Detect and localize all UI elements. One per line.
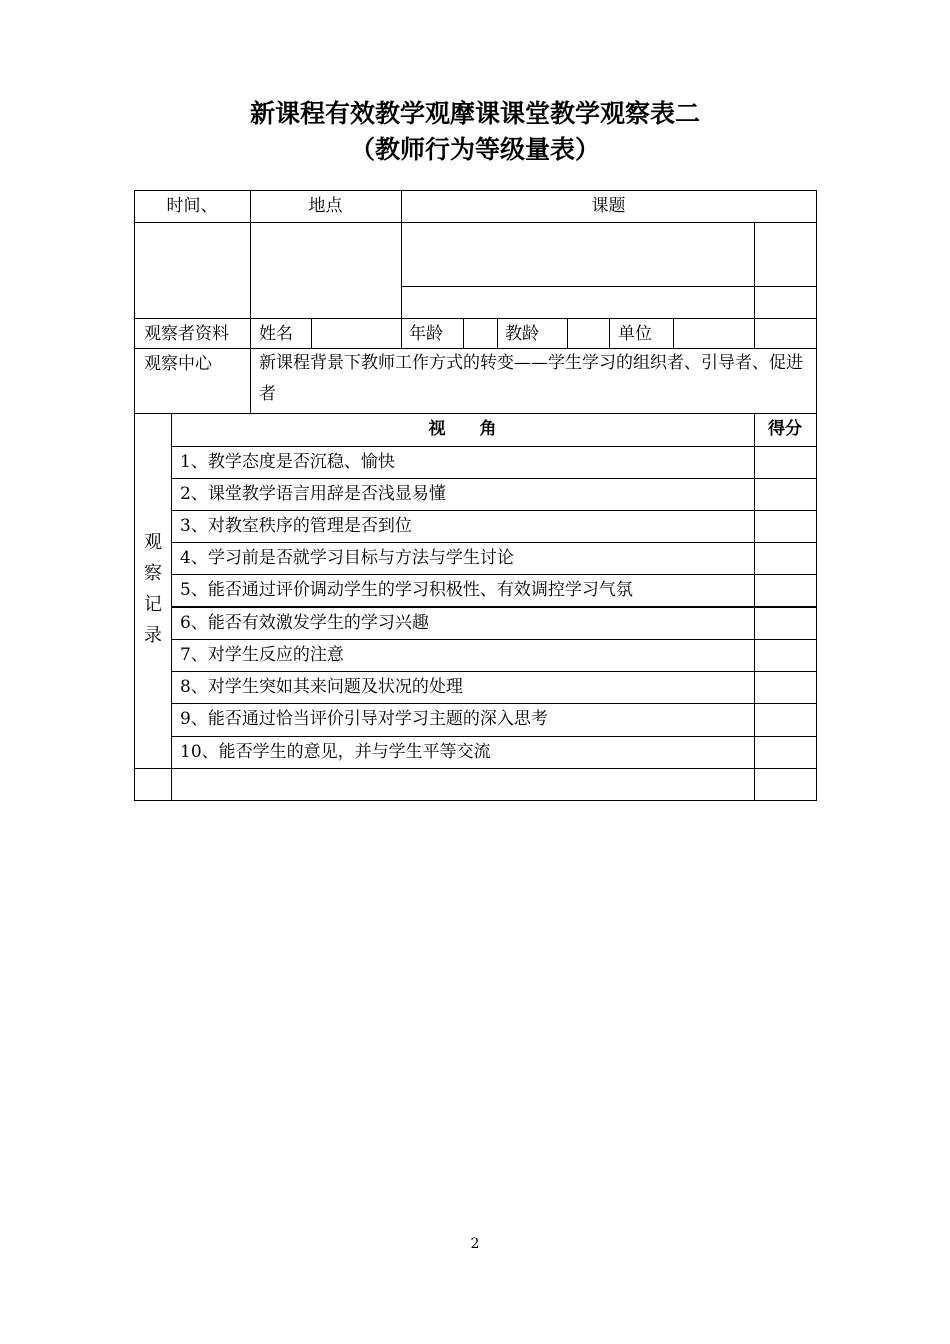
place-value-cell[interactable] — [251, 223, 401, 318]
record-item: 2、课堂教学语言用辞是否浅显易懂 — [180, 484, 446, 504]
record-item: 8、对学生突如其来问题及状况的处理 — [180, 677, 463, 697]
page-subtitle: （教师行为等级量表） — [349, 135, 600, 164]
teaching-age-label: 教龄 — [505, 324, 539, 344]
table-line — [171, 542, 817, 543]
record-side-char: 录 — [144, 625, 162, 646]
page-title: 新课程有效教学观摩课课堂教学观察表二 — [249, 99, 700, 128]
score-cell[interactable] — [755, 479, 816, 510]
score-cell[interactable] — [755, 511, 816, 542]
record-side-char: 记 — [144, 594, 162, 615]
table-line — [171, 413, 172, 801]
table-line — [609, 318, 610, 349]
record-item: 4、学习前是否就学习目标与方法与学生讨论 — [180, 548, 514, 568]
table-line — [171, 736, 817, 737]
score-cell[interactable] — [755, 543, 816, 574]
teaching-age-field[interactable] — [568, 319, 609, 348]
total-score-cell[interactable] — [755, 769, 816, 800]
score-cell[interactable] — [755, 672, 816, 703]
table-line — [171, 703, 817, 704]
time-value-cell[interactable] — [135, 223, 250, 318]
table-line — [171, 671, 817, 672]
record-side-char: 察 — [144, 563, 162, 584]
score-cell[interactable] — [755, 737, 816, 768]
record-item: 3、对教室秩序的管理是否到位 — [180, 516, 412, 536]
name-field[interactable] — [312, 319, 401, 348]
topic-label: 课题 — [591, 196, 626, 216]
age-label: 年龄 — [409, 324, 443, 344]
table-line — [171, 510, 817, 511]
observer-label: 观察者资料 — [144, 324, 229, 344]
place-label: 地点 — [308, 196, 343, 216]
score-cell[interactable] — [755, 704, 816, 736]
center-text: 新课程背景下教师工作方式的转变——学生学习的组织者、引导者、促进者 — [259, 353, 803, 404]
table-line — [171, 574, 817, 575]
record-item: 6、能否有效激发学生的学习兴趣 — [180, 613, 429, 633]
record-item: 5、能否通过评价调动学生的学习积极性、有效调控学习气氛 — [180, 580, 633, 600]
table-border-top — [134, 190, 817, 191]
name-label: 姓名 — [259, 324, 293, 344]
table-line — [171, 606, 817, 608]
record-side-char: 观 — [144, 532, 162, 553]
score-cell[interactable] — [755, 447, 816, 478]
table-border-right — [816, 190, 817, 801]
score-cell[interactable] — [755, 575, 816, 606]
table-line — [497, 318, 498, 349]
record-item: 1、教学态度是否沉稳、愉快 — [180, 452, 395, 472]
age-field[interactable] — [464, 319, 497, 348]
page-number: 2 — [470, 1236, 480, 1252]
time-label: 时间、 — [166, 196, 218, 216]
score-cell[interactable] — [755, 640, 816, 671]
score-header: 得分 — [768, 419, 802, 439]
table-line — [171, 446, 817, 447]
unit-label: 单位 — [618, 324, 652, 344]
perspective-header: 视 角 — [428, 419, 497, 439]
topic-value-cell[interactable] — [402, 223, 754, 286]
record-item: 9、能否通过恰当评价引导对学习主题的深入思考 — [180, 709, 548, 729]
unit-field[interactable] — [674, 319, 816, 348]
center-label: 观察中心 — [144, 354, 212, 374]
score-cell[interactable] — [755, 608, 816, 639]
table-line — [134, 413, 817, 414]
record-item: 10、能否学生的意见，并与学生平等交流 — [180, 742, 491, 762]
table-border-bottom — [134, 800, 817, 801]
table-line — [171, 478, 817, 479]
table-line — [134, 768, 817, 769]
record-item: 7、对学生反应的注意 — [180, 645, 344, 665]
table-line — [171, 639, 817, 640]
